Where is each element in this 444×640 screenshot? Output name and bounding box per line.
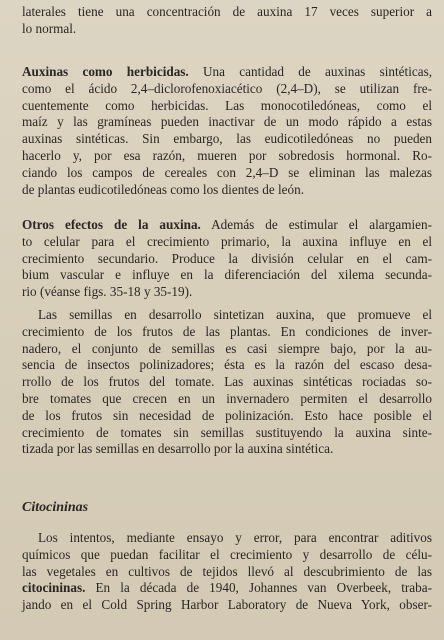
text-line: sencia de insectos polinizadores; ésta es la razón del escaso desa-	[22, 357, 432, 373]
text-line: bium vascular e influye en la diferenciación del xilema secunda-	[22, 267, 432, 283]
text-line: crecimiento de tomates sin semillas sustituyendo la auxina sinte-	[22, 424, 432, 440]
text-line: bre tomates que crecen en un invernadero permiten el desarrollo	[22, 390, 432, 406]
text-line: químicos que puedan facilitar el crecimiento y desarrollo de célu-	[22, 546, 432, 562]
text-line: como el ácido 2,4–diclorofenoxiacético (2,4–D), se utilizan fre-	[22, 80, 432, 96]
paragraph-otros-efectos	[22, 217, 432, 301]
text-line: laterales tiene una concentración de auxina 17 veces superior a	[22, 4, 432, 19]
text-line: crecimiento de los frutos de las plantas. En condiciones de inver-	[22, 323, 432, 339]
text-line: auxinas sintéticas. Sin embargo, las eudicotiledóneas no pueden	[22, 131, 432, 147]
text-line: rio (véanse figs. 35-18 y 35-19).	[22, 284, 193, 300]
text-line: lo normal.	[22, 20, 77, 36]
text-line: to celular para el crecimiento primario, la auxina influye en el	[22, 233, 432, 249]
text-line: jando en el Cold Spring Harbor Laboratory de Nueva York, obser-	[22, 597, 432, 613]
text-line: Auxinas como herbicidas. Una cantidad de auxinas sintéticas,	[22, 64, 432, 79]
paragraph-semillas	[22, 307, 432, 458]
paragraph-citocininas	[22, 530, 432, 614]
text-line: nadero, el conjunto de semillas es casi siempre bajo, por la au-	[22, 340, 432, 356]
term-bold: citocininas.	[22, 580, 86, 596]
text-line: ciando los campos de cereales con 2,4–D se eliminan las malezas	[22, 164, 432, 180]
text-line: rrollo de los frutos del tomate. Las auxinas sintéticas rociadas so-	[22, 374, 432, 390]
section-title: Citocininas	[22, 500, 89, 515]
text-line: las vegetales en cultivos de tejidos llevó al descubrimiento de las	[22, 563, 432, 579]
section-citocininas	[22, 500, 432, 517]
text-line: Otros efectos de la auxina. Además de estimular el alargamien-	[22, 217, 432, 232]
text-line: de plantas eudicotiledóneas como los dientes de león.	[22, 181, 304, 197]
text-line: tizada por las semillas en desarrollo por la auxina sintética.	[22, 441, 334, 457]
text-line: hacerlo y, por esa razón, mueren por sobredosis hormonal. Ro-	[22, 147, 432, 163]
text-line: citocininas. En la década de 1940, Johannes van Overbeek, traba-	[22, 580, 432, 596]
paragraph-herbicidas	[22, 64, 432, 198]
text-line: de los frutos sin necesidad de polinización. Esto hace posible el	[22, 407, 432, 423]
text-line: maíz y las gramíneas pueden inactivar de un modo rápido a estas	[22, 114, 432, 130]
text-line: cuentemente como herbicidas. Las monocotiledóneas, como el	[22, 97, 432, 113]
paragraph-heading: Otros efectos de la auxina.	[22, 217, 201, 232]
text-line: crecimiento secundario. Produce la división celular en el cam-	[22, 250, 432, 266]
text-line: Las semillas en desarrollo sintetizan auxina, que promueve el	[38, 307, 432, 322]
text-line: Los intentos, mediante ensayo y error, para encontrar aditivos	[38, 530, 432, 545]
paragraph-heading: Auxinas como herbicidas.	[22, 64, 189, 79]
top-paragraph-fragment	[22, 4, 432, 38]
